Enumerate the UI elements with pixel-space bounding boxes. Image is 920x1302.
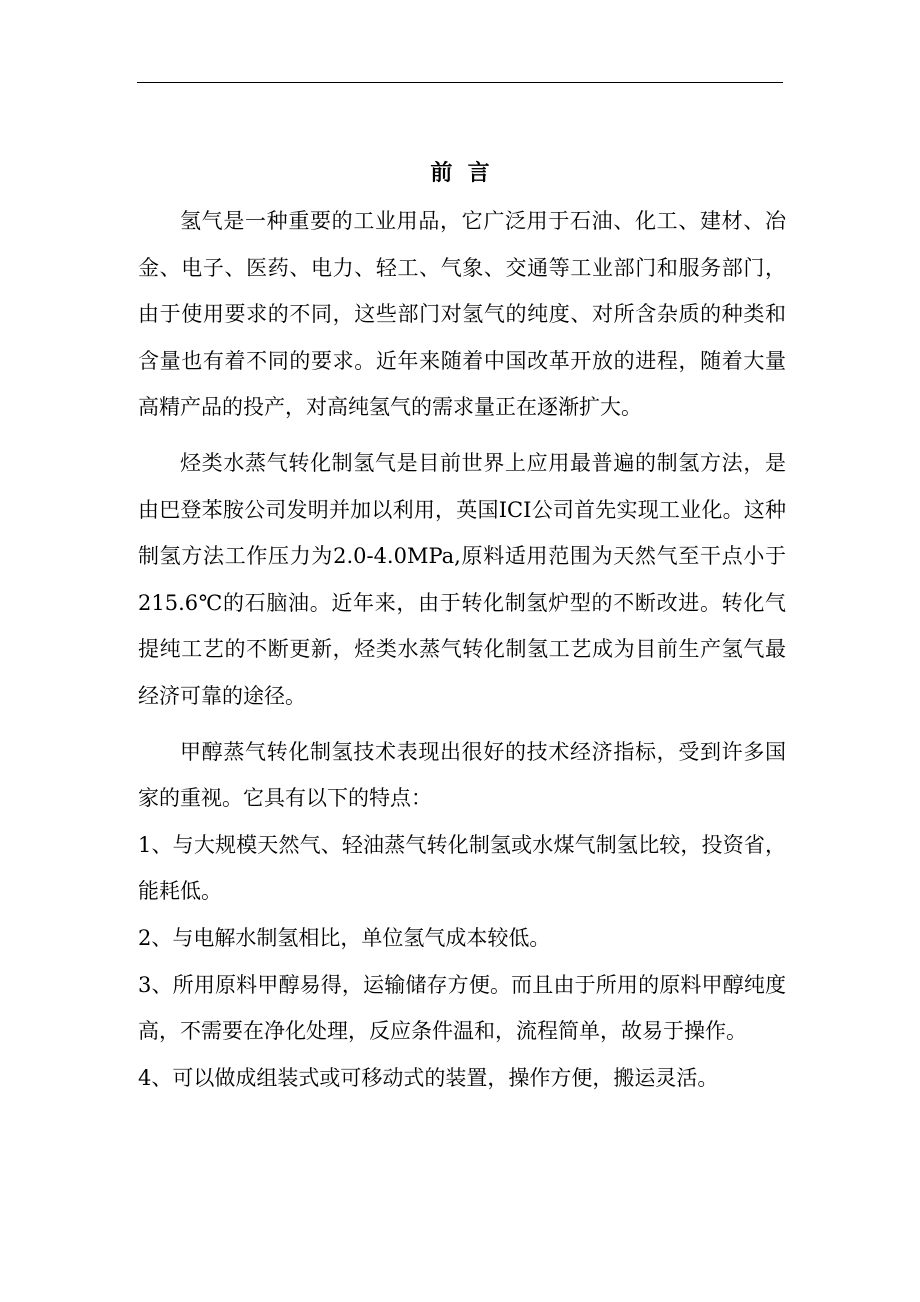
document-body xyxy=(138,198,786,1101)
list-item: 2、与电解水制氢相比，单位氢气成本较低。 xyxy=(138,925,551,950)
list-item: 4、可以做成组装式或可移动式的装置，操作方便，搬运灵活。 xyxy=(138,1065,719,1090)
paragraph-steam-reforming: 烃类水蒸气转化制氢气是目前世界上应用最普遍的制氢方法，是由巴登苯胺公司发明并加以利用，英国ICI公司首先实现工业化。这种制氢方法工作压力为2.0-4.0MPa,原料适用范围为天然气至干点小于215.6℃的石脑油。近年来，由于转化制氢炉型的不断改进。转化气提纯工艺的不断更新，烃类水蒸气转化制氢工艺成为目前生产氢气最经济可靠的途径。 xyxy=(138,450,786,708)
page-title: 前 言 xyxy=(430,160,490,186)
list-item: 1、与大规模天然气、轻油蒸气转化制氢或水煤气制氢比较，投资省，能耗低。 xyxy=(138,832,786,904)
paragraph-methanol: 甲醇蒸气转化制氢技术表现出很好的技术经济指标，受到许多国家的重视。它具有以下的特点： xyxy=(138,739,786,811)
list-item: 3、所用原料甲醇易得，运输储存方便。而且由于所用的原料甲醇纯度高，不需要在净化处理，反应条件温和，流程简单，故易于操作。 xyxy=(138,972,786,1044)
paragraph-intro: 氢气是一种重要的工业用品，它广泛用于石油、化工、建材、冶金、电子、医药、电力、轻工、气象、交通等工业部门和服务部门，由于使用要求的不同，这些部门对氢气的纯度、对所含杂质的种类和含量也有着不同的要求。近年来随着中国改革开放的进程，随着大量高精产品的投产，对高纯氢气的需求量正在逐渐扩大。 xyxy=(138,209,786,420)
header-rule xyxy=(137,82,783,83)
